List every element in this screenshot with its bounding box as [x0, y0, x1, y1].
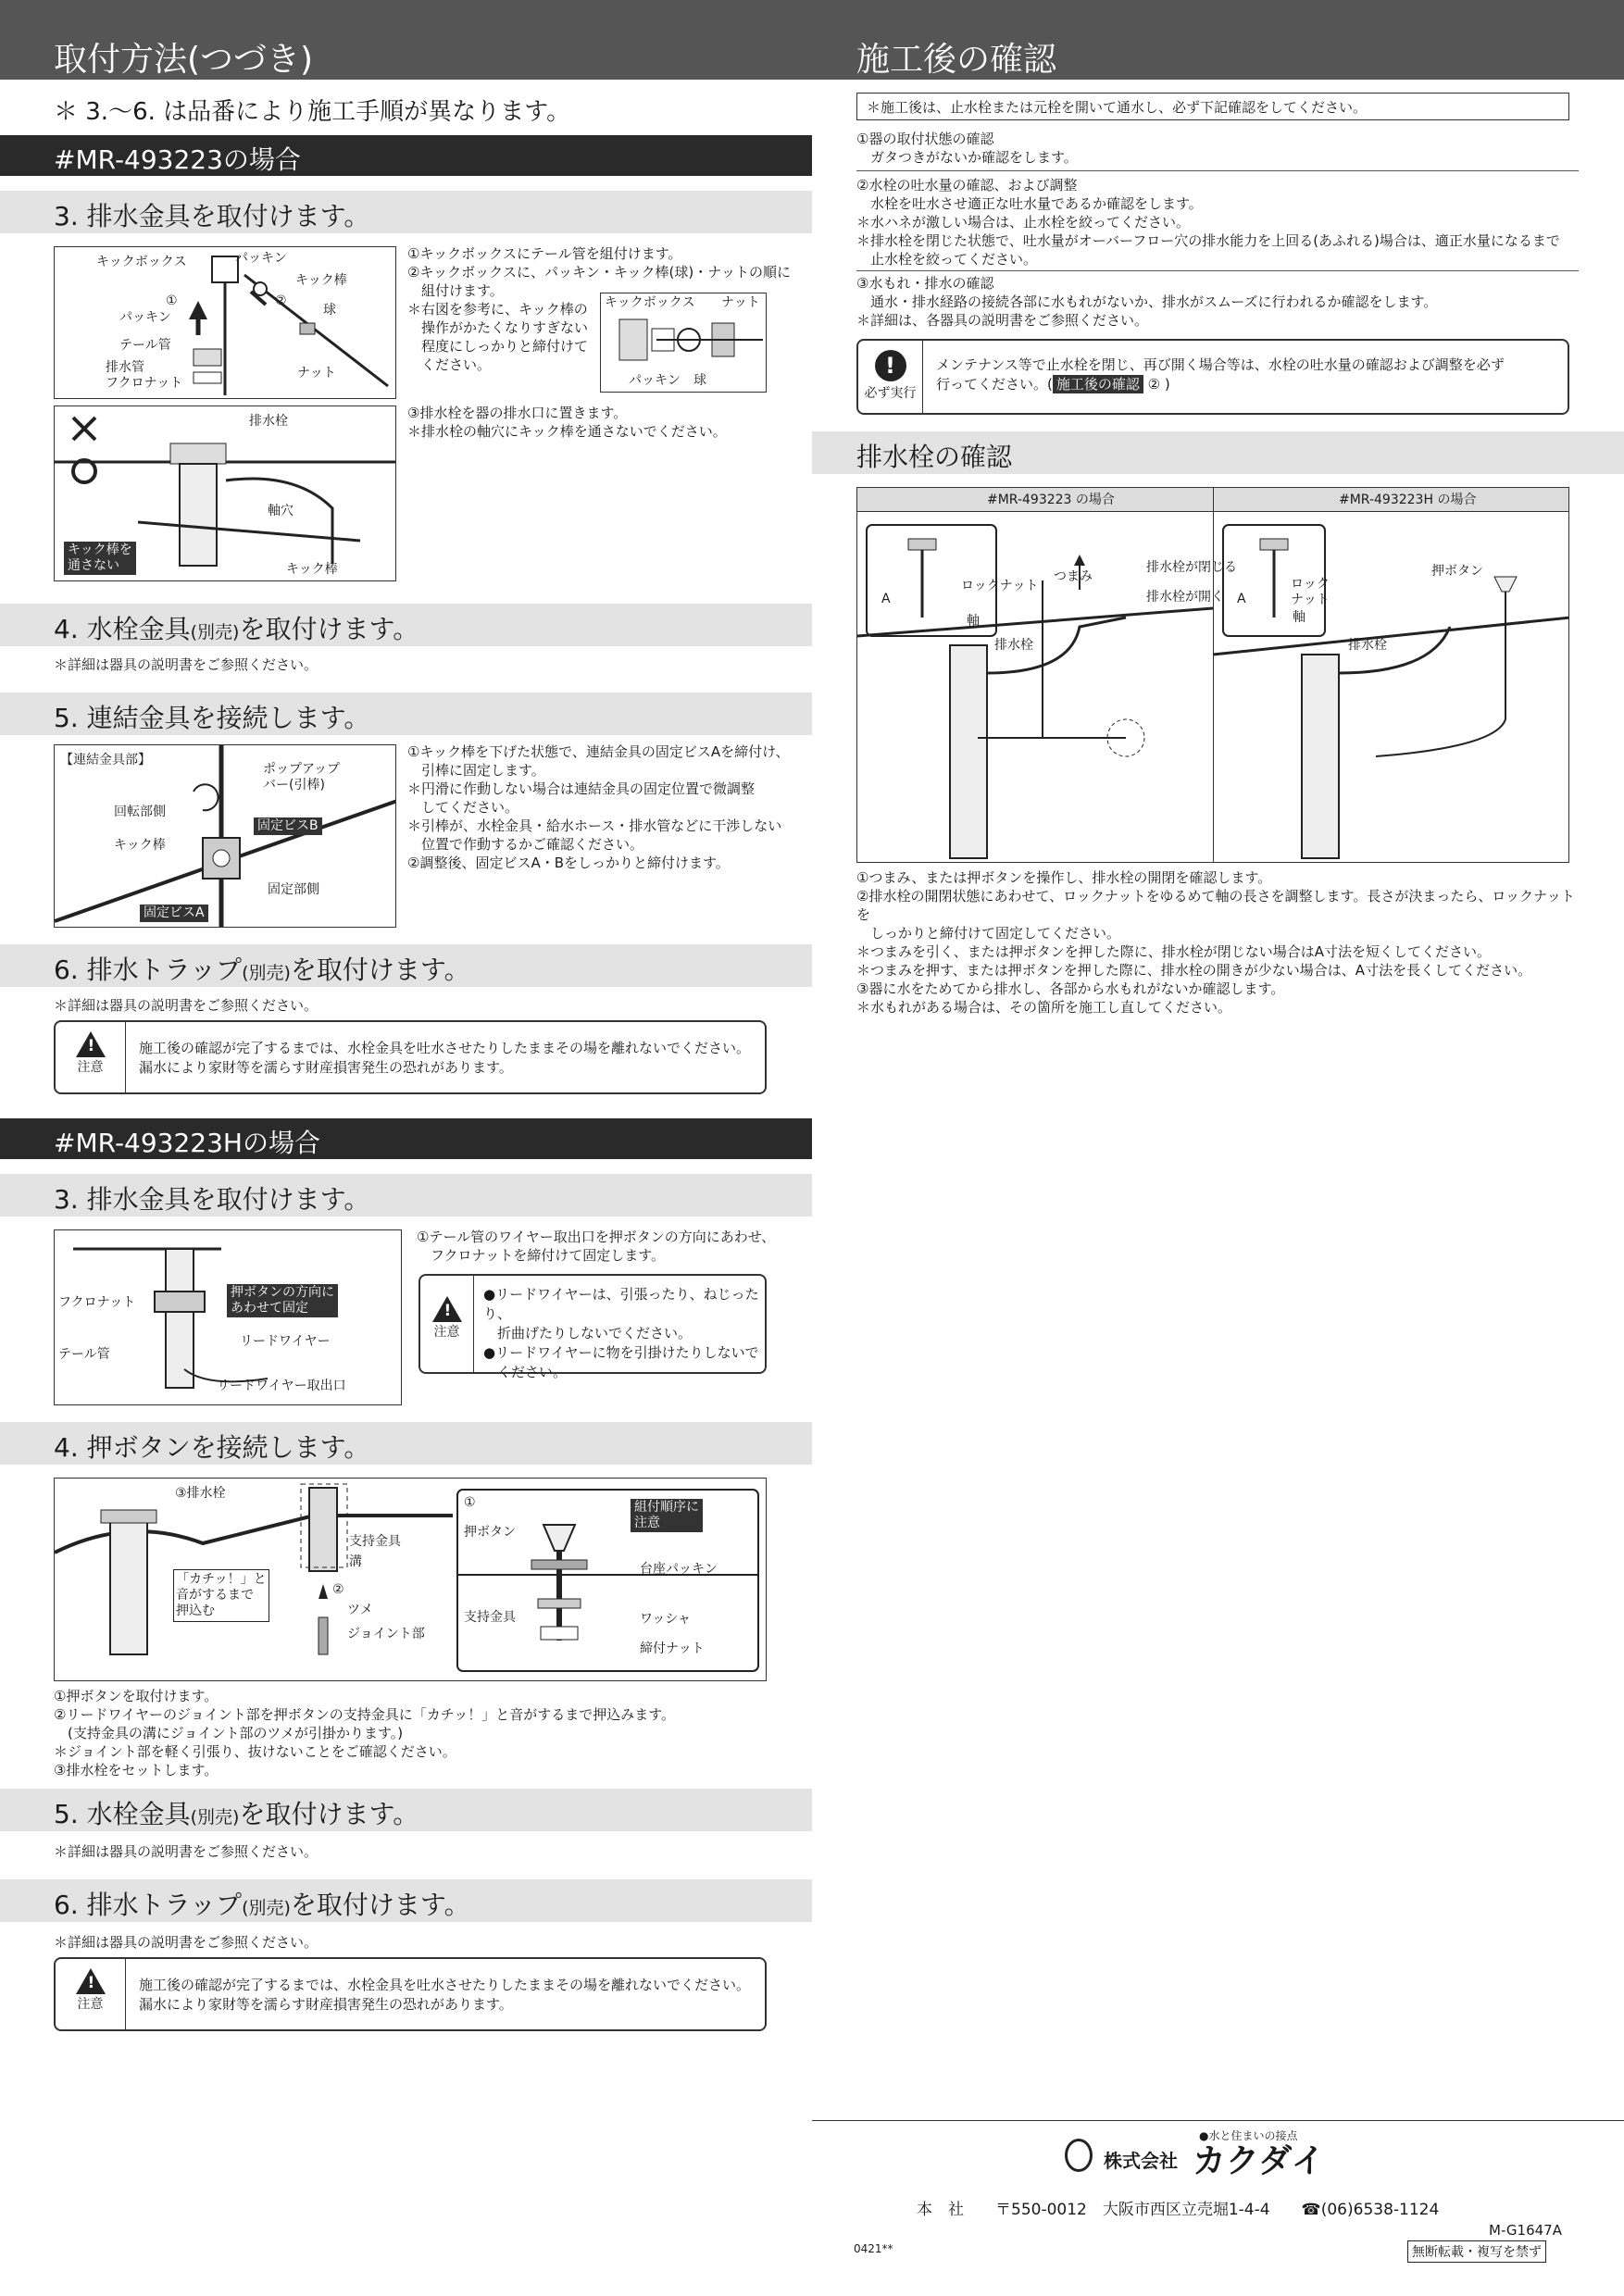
- label-tail: テール管: [119, 338, 171, 353]
- b-step5-title: 5. 水栓金具(別売)を取付けます。: [0, 1789, 812, 1831]
- footer-date: 0421**: [854, 2242, 893, 2255]
- check-boxed-note: ＊施工後は、止水栓または元栓を開いて通水し、必ず下記確認をしてください。: [856, 93, 1569, 120]
- label-kickbox: キックボックス: [96, 255, 187, 269]
- b-step3-warning: [418, 1274, 767, 1380]
- company-prefix: 株式会社: [1104, 2150, 1178, 2172]
- b-step6-title: 6. 排水トラップ(別売)を取付けます。: [0, 1879, 812, 1922]
- label-drain: 排水栓: [249, 414, 288, 429]
- label-no-pass: キック棒を 通さない: [64, 542, 136, 575]
- label-packing: パッキン: [235, 251, 287, 266]
- left-title: 取付方法(つづき): [54, 41, 314, 79]
- a-step3-instructions2: ③排水栓を器の排水口に置きます。 ＊排水栓の軸穴にキック棒を通さないでください。: [407, 405, 727, 440]
- check-item-2: ②水栓の吐水量の確認、および調整 水栓を吐水させ適正な吐水量であるか確認をします。 ＊水ハネが激しい場合は、止水栓を絞ってください。 ＊排水栓を閉じた状態で、吐水量がオーバーフロー穴の排水能力を上回る(あふれる)場合は、適正水量になるまで 止水栓を絞ってください。: [856, 177, 1560, 268]
- label-num2: ②: [275, 293, 287, 308]
- b-step3-instructions: ①テール管のワイヤー取出口を押ボタンの方向にあわせ、 フクロナットを締付けて固定します。: [417, 1229, 776, 1264]
- label-support: 支持金具: [349, 1534, 401, 1549]
- label-part: 【連結金具部】: [60, 753, 151, 767]
- label-popup: ポップアップ バー(引棒): [263, 762, 341, 792]
- label-nut: ナット: [297, 366, 336, 381]
- drain-check-diagram: [856, 487, 1569, 863]
- a-warning-iconcell: [56, 1022, 126, 1092]
- b-step4-title: 4. 押ボタンを接続します。: [0, 1422, 812, 1465]
- label-washer: ワッシャ: [640, 1612, 692, 1627]
- label-support2: 支持金具: [464, 1610, 516, 1625]
- b-step3-warning-caption: 注意: [433, 1325, 460, 1340]
- footer-copyright: 無断転載・複写を禁ず: [1407, 2240, 1546, 2263]
- a-step3-instructions: ①キックボックスにテール管を組付けます。 ②キックボックスに、パッキン・キック棒(球)・ナットの順に 組付けます。 ＊右図を参考に、キック棒の 操作がかたくなりすぎない 程度にしっかりと締付けて ください。: [407, 245, 791, 373]
- title-bar: [0, 0, 1624, 80]
- warning-icon: [76, 1968, 106, 1994]
- b-step3-warning-text: ●リードワイヤーは、引張ったり、ねじったり、 折曲げたりしないでください。 ●リードワイヤーに物を引掛けたりしないで ください。: [483, 1286, 759, 1380]
- a-step5-title: 5. 連結金具を接続します。: [0, 693, 812, 735]
- check-item-1: ①器の取付状態の確認 ガタつきがないか確認をします。: [856, 131, 1078, 166]
- label-drain1: 排水栓: [994, 638, 1033, 653]
- b-step3-diagram: [54, 1229, 402, 1405]
- footer-divider: [812, 2120, 1624, 2121]
- b-step4-diagram: [54, 1478, 767, 1681]
- detail-packing: パッキン: [629, 373, 681, 388]
- label-open: 排水栓が開く: [1146, 590, 1224, 605]
- a-warning-box: [54, 1020, 767, 1094]
- must-caption: 必ず実行: [864, 386, 917, 401]
- must-iconcell: [858, 341, 923, 413]
- label-fasten-nut: 締付ナット: [640, 1641, 705, 1656]
- label-axis1: 軸: [967, 614, 980, 629]
- drain-check-title: 排水栓の確認: [812, 431, 1624, 474]
- label-num1-b: ①: [464, 1495, 476, 1510]
- right-title: 施工後の確認: [856, 41, 1057, 79]
- label-packing2: パッキン: [119, 310, 171, 325]
- section-a-title: #MR-493223の場合: [0, 135, 812, 176]
- label-a1: A: [881, 592, 891, 606]
- label-drain2: 排水栓: [1348, 638, 1387, 653]
- intro-note: ＊ 3.～6. は品番により施工手順が異なります。: [54, 98, 571, 126]
- label-close: 排水栓が閉じる: [1146, 560, 1237, 575]
- b-warning-iconcell: [56, 1959, 126, 2029]
- label-fixed: 固定部側: [268, 882, 319, 897]
- label-num2-b: ②: [332, 1582, 344, 1597]
- section-b-title: #MR-493223Hの場合: [0, 1118, 812, 1159]
- label-kick: キック棒: [286, 562, 338, 577]
- b-warning-box: [54, 1957, 767, 2031]
- footer-tagline: ●水と住まいの接点: [1199, 2129, 1298, 2142]
- label-axis2: 軸: [1293, 610, 1305, 625]
- label-order: 組付順序に 注意: [631, 1499, 703, 1532]
- label-knob: つまみ: [1054, 569, 1093, 584]
- a-step6-title: 6. 排水トラップ(別売)を取付けます。: [0, 944, 812, 987]
- b-warning-caption: 注意: [77, 1997, 104, 2012]
- a-step3-detail: [600, 293, 767, 393]
- detail-ball: 球: [693, 373, 706, 388]
- label-base-packing: 台座パッキン: [640, 1562, 718, 1577]
- label-lock2: ロック ナット: [1291, 577, 1330, 607]
- label-a2: A: [1237, 592, 1246, 606]
- label-button: 押ボタン: [464, 1525, 516, 1540]
- a-step4-note: ＊詳細は器具の説明書をご参照ください。: [54, 656, 319, 673]
- label-click: 「カチッ！」と 音がするまで 押込む: [173, 1569, 269, 1622]
- company-logo-icon: [1065, 2139, 1093, 2172]
- must-box: [856, 339, 1569, 415]
- check-item-3: ③水もれ・排水の確認 通水・排水経路の接続各部に水もれがないか、排水がスムーズに行われるか確認をします。 ＊詳細は、各器具の説明書をご参照ください。: [856, 275, 1438, 329]
- label-kick5: キック棒: [114, 838, 166, 853]
- a-warning-text: 施工後の確認が完了するまでは、水栓金具を吐水させたりしたままその場を離れないでください。 漏水により家財等を濡らす財産損害発生の恐れがあります。: [139, 1040, 751, 1076]
- label-fukuro: フクロナット: [58, 1295, 136, 1310]
- company-name: カクダイ: [1193, 2142, 1325, 2180]
- b-warning-text: 施工後の確認が完了するまでは、水栓金具を吐水させたりしたままその場を離れないでください。 漏水により家財等を濡らす財産損害発生の恐れがあります。: [139, 1977, 751, 2013]
- a-step3-diagram: [54, 246, 396, 399]
- a-step6-note: ＊詳細は器具の説明書をご参照ください。: [54, 997, 319, 1014]
- label-axis: 軸穴: [268, 504, 294, 518]
- divider: [856, 170, 1579, 171]
- b-step6-note: ＊詳細は器具の説明書をご参照ください。: [54, 1934, 319, 1951]
- label-tsume: ツメ: [347, 1603, 373, 1617]
- b-step3-title: 3. 排水金具を取付けます。: [0, 1174, 812, 1217]
- a-step5-diagram: [54, 744, 396, 928]
- must-text: メンテナンス等で止水栓を閉じ、再び開く場合等は、水栓の吐水量の確認および調整を必ず 行ってください。( 施工後の確認 ② ): [936, 356, 1505, 393]
- divider: [856, 270, 1579, 271]
- detail-nut: ナット: [721, 295, 760, 310]
- label-joint: ジョイント部: [347, 1627, 425, 1641]
- b-step3-warning-iconcell: [420, 1276, 474, 1372]
- label-kickrod: キック棒: [295, 273, 347, 288]
- label-tail-b: テール管: [58, 1347, 110, 1362]
- label-button2: 押ボタン: [1431, 564, 1483, 579]
- label-screw-a: 固定ビスA: [140, 905, 208, 922]
- b-step4-instructions: ①押ボタンを取付けます。 ②リードワイヤーのジョイント部を押ボタンの支持金具に「カチッ！」と音がするまで押込みます。 (支持金具の溝にジョイント部のツメが引掛かります。) ＊ジョイント部を軽く引張り、抜けないことをご確認ください。 ③排水栓をセットします。: [54, 1688, 676, 1778]
- footer-code: M-G1647A: [1489, 2222, 1562, 2239]
- exclamation-icon: !: [875, 350, 906, 381]
- detail-kickbox: キックボックス: [605, 295, 695, 310]
- label-direction-box: 押ボタンの方向に あわせて固定: [227, 1284, 338, 1317]
- label-wire: リードワイヤー: [240, 1334, 331, 1349]
- a-step3-diagram2: [54, 406, 396, 581]
- label-ball: 球: [323, 303, 336, 318]
- label-num1: ①: [166, 293, 178, 308]
- warning-icon: [432, 1296, 462, 1322]
- col2-title: #MR-493223H の場合: [1339, 493, 1477, 507]
- b-step5-note: ＊詳細は器具の説明書をご参照ください。: [54, 1843, 319, 1860]
- a-step4-title: 4. 水栓金具(別売)を取付けます。: [0, 604, 812, 646]
- a-step3-title: 3. 排水金具を取付けます。: [0, 191, 812, 233]
- label-outlet: リードワイヤー取出口: [217, 1379, 346, 1393]
- drain-check-instructions: ①つまみ、または押ボタンを操作し、排水栓の開閉を確認します。 ②排水栓の開閉状態にあわせて、ロックナットをゆるめて軸の長さを調整します。長さが決まったら、ロックナットを しっかりと締付けて固定してください。 ＊つまみを引く、または押ボタンを押した際に、排水栓が閉じない場合はA寸法を短くしてください。 ＊つまみを押す、または押ボタンを押した際に、排水栓の開きが少ない場合は、A寸法を長くしてください。 ③器に水をためてから排水し、各部から水もれがないか確認します。 ＊水もれがある場合は、その箇所を施工し直してください。: [856, 869, 1575, 1016]
- label-rot: 回転部側: [114, 805, 166, 819]
- warning-icon: [76, 1031, 106, 1057]
- a-step5-instructions: ①キック棒を下げた状態で、連結金具の固定ビスAを締付け、 引棒に固定します。 ＊円滑に作動しない場合は連結金具の固定位置で微調整 してください。 ＊引棒が、水栓金具・給水ホース・排水管などに干渉しない 位置で作動するかご確認ください。 ②調整後、固定ビスA・Bをしっかりと締付けます。: [407, 743, 790, 871]
- label-screw-b: 固定ビスB: [254, 817, 322, 835]
- label-nut-label: 排水管 フクロナット: [106, 360, 183, 391]
- label-drain-b: ③排水栓: [175, 1486, 226, 1501]
- a-warning-caption: 注意: [77, 1060, 104, 1075]
- footer-address: 本 社 〒550-0012 大阪市西区立売堀1-4-4 ☎(06)6538-1124: [917, 2201, 1440, 2219]
- col1-title: #MR-493223 の場合: [987, 493, 1115, 507]
- label-groove: 溝: [349, 1554, 362, 1569]
- label-locknut: ロックナット: [961, 579, 1039, 593]
